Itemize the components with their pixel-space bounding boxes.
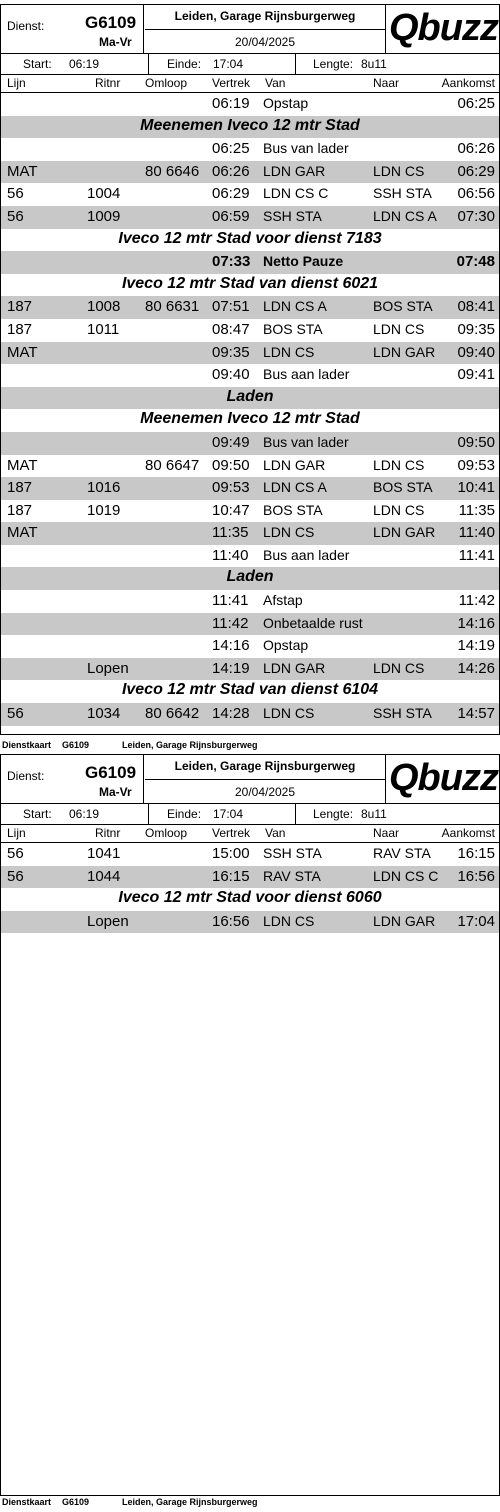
- footer-code: G6109: [62, 1497, 90, 1507]
- section-title-row: [1, 116, 499, 139]
- divider: [385, 755, 386, 803]
- length-value: 8u11: [361, 57, 387, 71]
- section-title-row: [1, 229, 499, 252]
- vertrek-cell: 06:59: [212, 207, 250, 225]
- van-cell: LDN CS A: [263, 479, 327, 496]
- duty-card-page-1: [0, 4, 500, 735]
- trip-row: [1, 432, 499, 455]
- aankomst-cell: 11:42: [458, 592, 495, 610]
- section-title: Iveco 12 mtr Stad van dienst 6021: [121, 274, 379, 292]
- footer: [0, 1497, 500, 1509]
- van-cell: LDN CS: [263, 705, 315, 722]
- van-cell: RAV STA: [263, 867, 321, 884]
- vertrek-cell: 14:16: [212, 637, 250, 655]
- start-time: 06:19: [69, 807, 100, 821]
- section-title: Iveco 12 mtr Stad voor dienst 6060: [118, 889, 382, 907]
- aankomst-cell: 06:26: [457, 140, 495, 158]
- van-cell: Opstap: [263, 637, 309, 654]
- van-cell: BOS STA: [263, 501, 323, 518]
- van-cell: LDN CS C: [263, 185, 329, 202]
- naar-cell: LDN CS: [373, 456, 425, 473]
- trip-row: [1, 161, 499, 184]
- footer-code: G6109: [62, 740, 90, 750]
- col-ritnr: Ritnr: [95, 826, 121, 840]
- aankomst-cell: 06:29: [457, 162, 495, 180]
- col-ritnr: Ritnr: [95, 76, 121, 90]
- section-title-row: [1, 680, 499, 703]
- depot-location: Leiden, Garage Rijnsburgerweg: [174, 759, 356, 773]
- time-summary: [1, 804, 499, 825]
- duty-label: Dienst:: [7, 769, 45, 783]
- col-aankomst: Aankomst: [441, 76, 495, 90]
- trip-row: [1, 658, 499, 681]
- section-title-row: [1, 274, 499, 297]
- van-cell: Opstap: [263, 95, 309, 111]
- ritnr-cell: 1008: [87, 298, 121, 316]
- aankomst-cell: 11:41: [458, 546, 495, 564]
- column-headers: [1, 825, 499, 843]
- lijn-cell: 56: [7, 845, 24, 862]
- aankomst-cell: 09:41: [457, 366, 495, 384]
- end-time: 17:04: [213, 57, 244, 71]
- trip-list: [1, 843, 499, 933]
- lijn-cell: MAT: [7, 456, 38, 474]
- van-cell: Bus van lader: [263, 140, 349, 157]
- end-time: 17:04: [213, 807, 244, 821]
- lijn-cell: 56: [7, 705, 24, 723]
- trip-row: [1, 296, 499, 319]
- omloop-cell: 80 6647: [145, 456, 200, 474]
- duty-days: Ma-Vr: [99, 35, 132, 49]
- vertrek-cell: 09:53: [212, 479, 250, 497]
- aankomst-cell: 06:25: [457, 95, 495, 112]
- ritnr-cell: 1044: [87, 867, 121, 885]
- aankomst-cell: 14:16: [457, 614, 495, 632]
- naar-cell: SSH STA: [373, 705, 432, 722]
- vertrek-cell: 06:19: [212, 95, 250, 112]
- van-cell: LDN CS: [263, 524, 315, 541]
- naar-cell: LDN CS C: [373, 867, 439, 884]
- section-title: Meenemen Iveco 12 mtr Stad: [140, 116, 360, 134]
- footer: [0, 740, 500, 752]
- naar-cell: LDN CS: [373, 501, 425, 518]
- duty-card-page-2: [0, 754, 500, 1496]
- ritnr-cell: 1041: [87, 845, 121, 862]
- trip-row: [1, 251, 499, 274]
- duty-label: Dienst:: [7, 19, 45, 33]
- van-cell: Bus aan lader: [263, 366, 350, 383]
- duty-date: 20/04/2025: [234, 35, 296, 49]
- aankomst-cell: 09:40: [457, 343, 495, 361]
- lijn-cell: 187: [7, 298, 33, 316]
- trip-row: [1, 911, 499, 934]
- aankomst-cell: 10:41: [457, 479, 495, 497]
- trip-row: [1, 455, 499, 478]
- end-label: Einde:: [167, 57, 202, 71]
- card-header: [1, 755, 499, 804]
- aankomst-cell: 06:56: [457, 185, 495, 203]
- naar-cell: LDN CS: [373, 162, 425, 179]
- aankomst-cell: 16:56: [457, 867, 495, 885]
- vertrek-cell: 09:40: [212, 366, 250, 384]
- ritnr-cell: 1009: [87, 207, 121, 225]
- trip-row: [1, 613, 499, 636]
- van-cell: BOS STA: [263, 320, 323, 337]
- section-title: Laden: [226, 387, 274, 405]
- trip-list: [1, 93, 499, 726]
- van-cell: LDN GAR: [263, 659, 326, 676]
- divider: [295, 804, 296, 824]
- lijn-cell: MAT: [7, 162, 38, 180]
- trip-row: [1, 364, 499, 387]
- aankomst-cell: 16:15: [457, 845, 495, 862]
- col-lijn: Lijn: [7, 826, 26, 840]
- lijn-cell: 56: [7, 867, 24, 885]
- aankomst-cell: 09:50: [457, 433, 495, 451]
- column-headers: [1, 75, 499, 93]
- trip-row: [1, 319, 499, 342]
- section-title: Meenemen Iveco 12 mtr Stad: [140, 410, 360, 428]
- col-naar: Naar: [373, 76, 400, 90]
- naar-cell: LDN GAR: [373, 524, 436, 541]
- vertrek-cell: 10:47: [212, 501, 250, 519]
- depot-location: Leiden, Garage Rijnsburgerweg: [174, 9, 356, 23]
- trip-row: [1, 477, 499, 500]
- van-cell: Bus van lader: [263, 433, 349, 450]
- naar-cell: LDN GAR: [373, 912, 436, 929]
- duty-days: Ma-Vr: [99, 785, 132, 799]
- footer-label: Dienstkaart: [2, 1497, 52, 1507]
- trip-row: [1, 522, 499, 545]
- van-cell: LDN GAR: [263, 162, 326, 179]
- ritnr-cell: 1016: [87, 479, 121, 497]
- end-label: Einde:: [167, 807, 202, 821]
- naar-cell: LDN GAR: [373, 343, 436, 360]
- divider: [385, 5, 386, 53]
- start-label: Start:: [23, 57, 52, 71]
- van-cell: LDN CS A: [263, 298, 327, 315]
- vertrek-cell: 06:25: [212, 140, 250, 158]
- footer-location: Leiden, Garage Rijnsburgerweg: [122, 1497, 258, 1507]
- ritnr-cell: Lopen: [87, 659, 129, 677]
- naar-cell: BOS STA: [373, 479, 433, 496]
- duty-date: 20/04/2025: [234, 785, 296, 799]
- vertrek-cell: 09:50: [212, 456, 250, 474]
- divider: [145, 29, 385, 30]
- trip-row: [1, 545, 499, 568]
- vertrek-cell: 16:15: [212, 867, 250, 885]
- trip-row: [1, 843, 499, 866]
- card-header: [1, 5, 499, 54]
- vertrek-cell: 11:35: [212, 524, 249, 542]
- trip-row: [1, 635, 499, 658]
- col-van: Van: [265, 76, 286, 90]
- vertrek-cell: 08:47: [212, 320, 250, 338]
- aankomst-cell: 08:41: [457, 298, 495, 316]
- trip-row: [1, 703, 499, 726]
- trip-row: [1, 500, 499, 523]
- naar-cell: SSH STA: [373, 185, 432, 202]
- section-title-row: [1, 387, 499, 410]
- vertrek-cell: 06:26: [212, 162, 250, 180]
- start-label: Start:: [23, 807, 52, 821]
- duty-code: G6109: [85, 763, 137, 782]
- length-label: Lengte:: [313, 57, 354, 71]
- aankomst-cell: 11:35: [458, 501, 495, 519]
- aankomst-cell: 17:04: [457, 912, 495, 930]
- aankomst-cell: 14:57: [457, 705, 495, 723]
- aankomst-cell: 11:40: [458, 524, 495, 542]
- lijn-cell: 187: [7, 501, 33, 519]
- ritnr-cell: 1019: [87, 501, 121, 519]
- van-cell: Afstap: [263, 592, 303, 609]
- divider: [295, 54, 296, 74]
- lijn-cell: 187: [7, 320, 33, 338]
- vertrek-cell: 15:00: [212, 845, 250, 862]
- section-title: Laden: [226, 568, 274, 586]
- qbuzz-logo: Qbuzz: [389, 7, 498, 49]
- divider: [145, 779, 385, 780]
- aankomst-cell: 14:26: [457, 659, 495, 677]
- divider: [148, 804, 149, 824]
- naar-cell: LDN CS: [373, 320, 425, 337]
- vertrek-cell: 11:40: [212, 546, 249, 564]
- lijn-cell: 187: [7, 479, 33, 497]
- trip-row: [1, 866, 499, 889]
- time-summary: [1, 54, 499, 75]
- lijn-cell: 56: [7, 185, 24, 203]
- trip-row: [1, 93, 499, 116]
- aankomst-cell: 07:48: [456, 253, 495, 271]
- divider: [148, 54, 149, 74]
- van-cell: Bus aan lader: [263, 546, 350, 563]
- col-omloop: Omloop: [145, 826, 188, 840]
- col-naar: Naar: [373, 826, 400, 840]
- omloop-cell: 80 6646: [145, 162, 200, 180]
- van-cell: Onbetaalde rust: [263, 614, 363, 631]
- col-vertrek: Vertrek: [212, 76, 251, 90]
- ritnr-cell: 1004: [87, 185, 121, 203]
- ritnr-cell: Lopen: [87, 912, 129, 930]
- vertrek-cell: 14:28: [212, 705, 250, 723]
- vertrek-cell: 16:56: [212, 912, 250, 930]
- naar-cell: LDN CS: [373, 659, 425, 676]
- van-cell: LDN GAR: [263, 456, 326, 473]
- aankomst-cell: 14:19: [457, 637, 495, 655]
- omloop-cell: 80 6631: [145, 298, 200, 316]
- van-cell: Netto Pauze: [263, 253, 344, 270]
- van-cell: SSH STA: [263, 845, 322, 861]
- trip-row: [1, 342, 499, 365]
- col-vertrek: Vertrek: [212, 826, 251, 840]
- lijn-cell: MAT: [7, 524, 38, 542]
- divider: [143, 755, 144, 803]
- van-cell: LDN CS: [263, 912, 315, 929]
- divider: [143, 5, 144, 53]
- naar-cell: BOS STA: [373, 298, 433, 315]
- trip-row: [1, 590, 499, 613]
- duty-code: G6109: [85, 13, 137, 32]
- footer-label: Dienstkaart: [2, 740, 52, 750]
- qbuzz-logo: Qbuzz: [389, 757, 498, 799]
- omloop-cell: 80 6642: [145, 705, 200, 723]
- section-title: Iveco 12 mtr Stad van dienst 6104: [121, 681, 379, 699]
- naar-cell: LDN CS A: [373, 207, 437, 224]
- vertrek-cell: 07:33: [212, 253, 251, 271]
- vertrek-cell: 06:29: [212, 185, 250, 203]
- vertrek-cell: 11:42: [212, 614, 249, 632]
- vertrek-cell: 09:49: [212, 433, 250, 451]
- length-label: Lengte:: [313, 807, 354, 821]
- trip-row: [1, 138, 499, 161]
- aankomst-cell: 07:30: [457, 207, 495, 225]
- section-title-row: [1, 567, 499, 590]
- section-title-row: [1, 409, 499, 432]
- col-lijn: Lijn: [7, 76, 26, 90]
- lijn-cell: 56: [7, 207, 24, 225]
- vertrek-cell: 09:35: [212, 343, 250, 361]
- van-cell: SSH STA: [263, 207, 322, 224]
- vertrek-cell: 11:41: [212, 592, 249, 610]
- aankomst-cell: 09:53: [457, 456, 495, 474]
- aankomst-cell: 09:35: [457, 320, 495, 338]
- length-value: 8u11: [361, 807, 387, 821]
- footer-location: Leiden, Garage Rijnsburgerweg: [122, 740, 258, 750]
- section-title-row: [1, 888, 499, 911]
- trip-row: [1, 206, 499, 229]
- start-time: 06:19: [69, 57, 100, 71]
- van-cell: LDN CS: [263, 343, 315, 360]
- col-omloop: Omloop: [145, 76, 188, 90]
- vertrek-cell: 14:19: [212, 659, 250, 677]
- trip-row: [1, 183, 499, 206]
- col-aankomst: Aankomst: [441, 826, 495, 840]
- vertrek-cell: 07:51: [212, 298, 250, 316]
- ritnr-cell: 1034: [87, 705, 121, 723]
- ritnr-cell: 1011: [87, 320, 120, 338]
- lijn-cell: MAT: [7, 343, 38, 361]
- section-title: Iveco 12 mtr Stad voor dienst 7183: [118, 229, 382, 247]
- col-van: Van: [265, 826, 286, 840]
- naar-cell: RAV STA: [373, 845, 431, 861]
